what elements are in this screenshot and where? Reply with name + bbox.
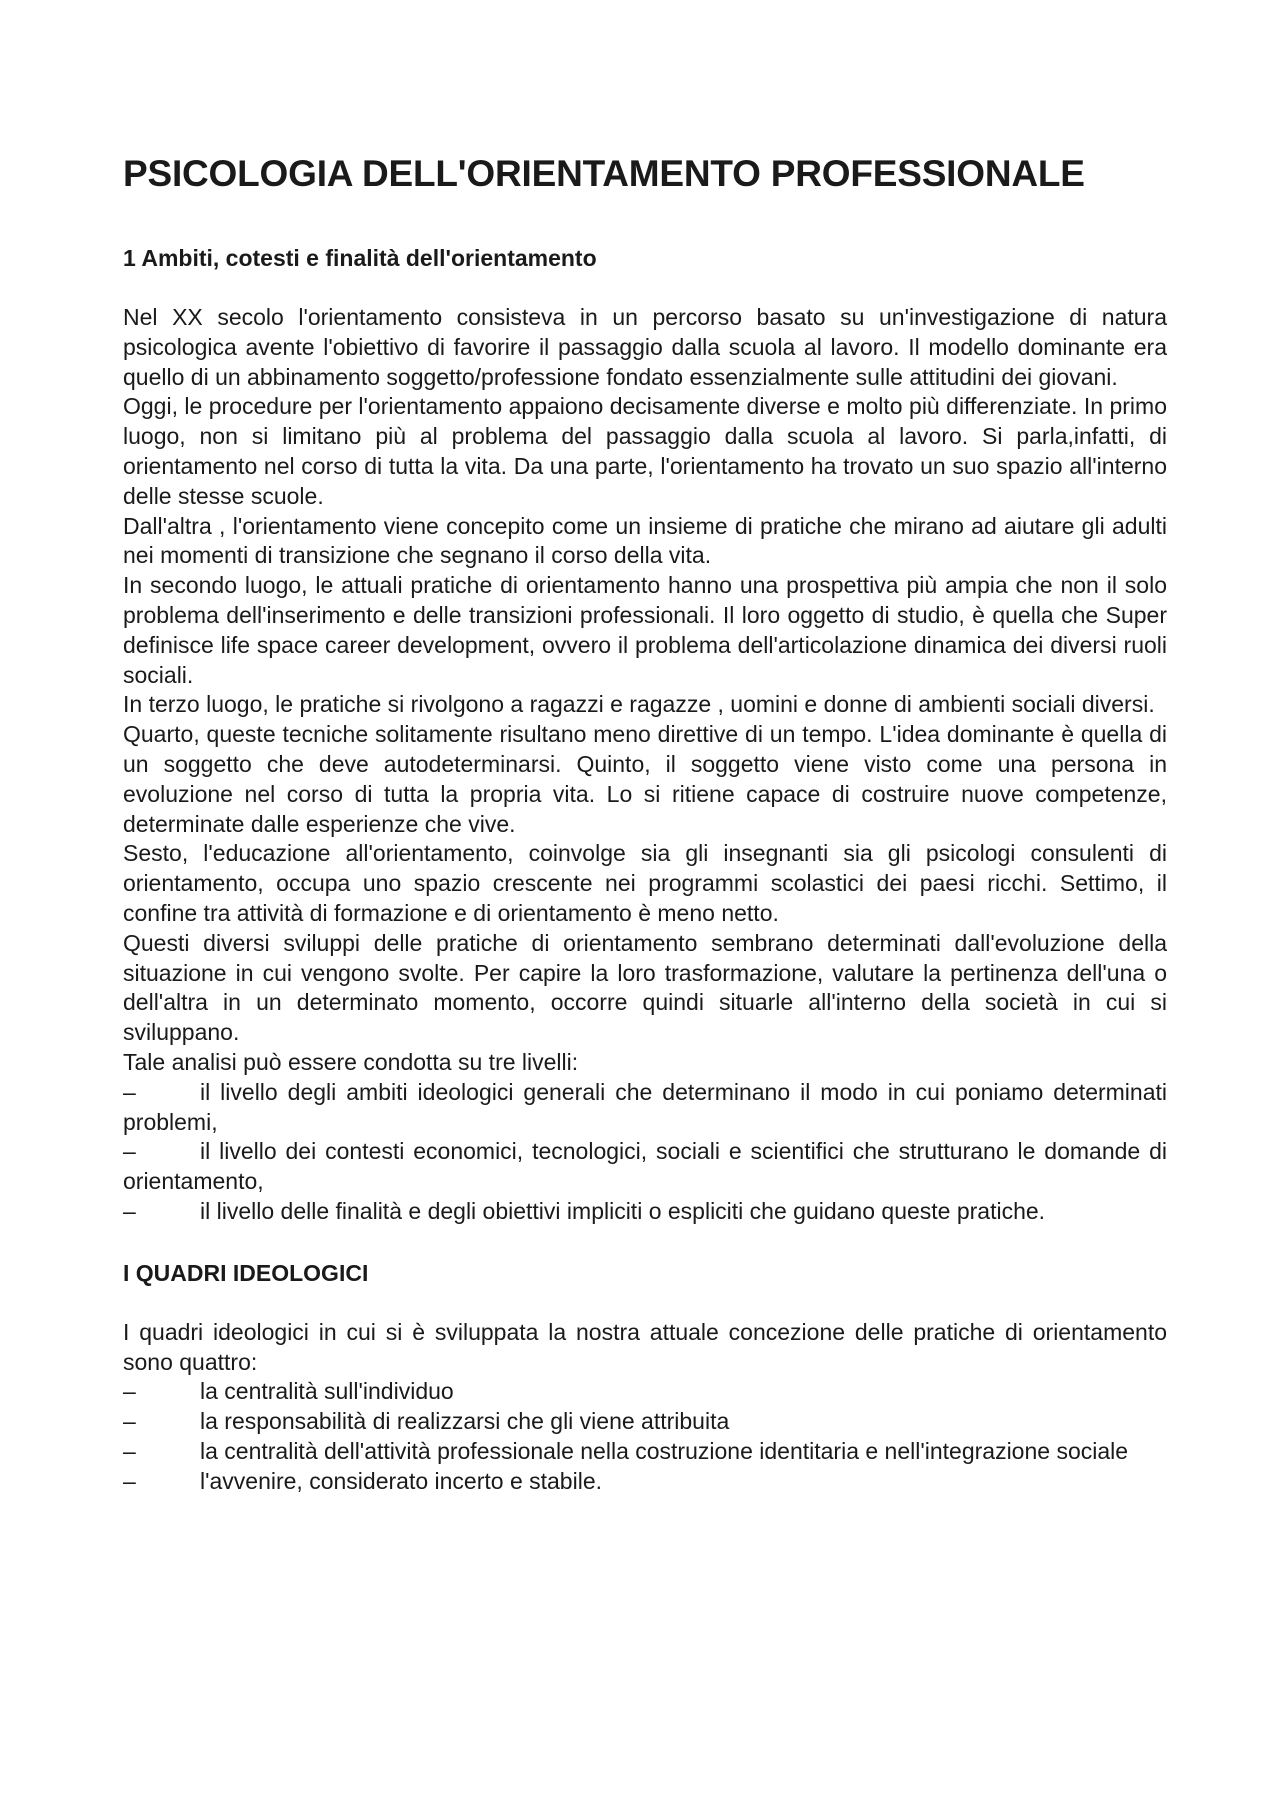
list-item-text: il livello delle finalità e degli obiettivi impliciti o espliciti che guidano queste pratiche. (200, 1197, 1046, 1224)
bullet-dash: – (123, 1408, 136, 1435)
bullet-dash: – (123, 1378, 136, 1405)
document-title: PSICOLOGIA DELL'ORIENTAMENTO PROFESSIONALE (123, 153, 1085, 194)
list-item (123, 1377, 1167, 1407)
bullet-dash: – (123, 1467, 136, 1494)
list-item (123, 1078, 1167, 1138)
list-item-text: il livello degli ambiti ideologici generali che determinano il modo in cui poniamo determinati problemi, (123, 1078, 1167, 1135)
list-item-text: la responsabilità di realizzarsi che gli viene attribuita (200, 1408, 730, 1435)
paragraph: Quarto, queste tecniche solitamente risultano meno direttive di un tempo. L'idea dominante è quella di un soggetto che deve autodeterminarsi. Quinto, il soggetto viene visto come una persona in evoluzione nel corso di tutta la propria vita. Lo si ritiene capace di costruire nuove competenze, determinate dalle esperienze che vive. (123, 721, 1167, 837)
paragraph: Oggi, le procedure per l'orientamento appaiono decisamente diverse e molto più differenziate. In primo luogo, non si limitano più al problema del passaggio dalla scuola al lavoro. Si parla,infatti, di orientamento nel corso di tutta la vita. Da una parte, l'orientamento ha trovato un suo spazio all'interno delle stesse scuole. (123, 393, 1167, 509)
list-item-text: l'avvenire, considerato incerto e stabile. (200, 1467, 602, 1494)
list-item (123, 1437, 1167, 1467)
section-heading-quadri-ideologici: I QUADRI IDEOLOGICI (123, 1259, 369, 1286)
paragraph: Sesto, l'educazione all'orientamento, coinvolge sia gli insegnanti sia gli psicologi consulenti di orientamento, occupa uno spazio crescente nei programmi scolastici dei paesi ricchi. Settimo, il confine tra attività di formazione e di orientamento è meno netto. (123, 840, 1167, 926)
paragraph: Tale analisi può essere condotta su tre livelli: (123, 1048, 579, 1075)
list-item-text: il livello dei contesti economici, tecnologici, sociali e scientifici che strutturano le domande di orientamento, (123, 1138, 1167, 1195)
bullet-dash: – (123, 1197, 136, 1224)
list-item-text: la centralità sull'individuo (200, 1378, 454, 1405)
paragraph: In secondo luogo, le attuali pratiche di orientamento hanno una prospettiva più ampia che non il solo problema dell'inserimento e delle transizioni professionali. Il loro oggetto di studio, è quella che Super definisce life space career development, ovvero il problema dell'articolazione dinamica dei diversi ruoli sociali. (123, 572, 1167, 688)
list-item (123, 1407, 1167, 1437)
list-item (123, 1137, 1167, 1197)
list-item-text: la centralità dell'attività professionale nella costruzione identitaria e nell'integrazione sociale (200, 1437, 1129, 1464)
paragraph: I quadri ideologici in cui si è sviluppata la nostra attuale concezione delle pratiche di orientamento sono quattro: (123, 1318, 1167, 1375)
bullet-dash: – (123, 1078, 136, 1105)
paragraph: Dall'altra , l'orientamento viene concepito come un insieme di pratiche che mirano ad aiutare gli adulti nei momenti di transizione che segnano il corso della vita. (123, 512, 1167, 569)
list-item (123, 1197, 1167, 1227)
paragraph: Nel XX secolo l'orientamento consisteva in un percorso basato su un'investigazione di natura psicologica avente l'obiettivo di favorire il passaggio dalla scuola al lavoro. Il modello dominante era quello di un abbinamento soggetto/professione fondato essenzialmente sulle attitudini dei giovani. (123, 304, 1167, 390)
section-heading-ambiti: 1 Ambiti, cotesti e finalità dell'orientamento (123, 245, 597, 271)
list-item (123, 1467, 1167, 1497)
bullet-dash: – (123, 1437, 136, 1464)
bullet-dash: – (123, 1138, 136, 1165)
document-page (123, 150, 1167, 1496)
paragraph: Questi diversi sviluppi delle pratiche di orientamento sembrano determinati dall'evoluzione della situazione in cui vengono svolte. Per capire la loro trasformazione, valutare la pertinenza dell'una o dell'altra in un determinato momento, occorre quindi situarle all'interno della società in cui si sviluppano. (123, 929, 1167, 1046)
paragraph: In terzo luogo, le pratiche si rivolgono a ragazzi e ragazze , uomini e donne di ambienti sociali diversi. (123, 691, 1155, 718)
